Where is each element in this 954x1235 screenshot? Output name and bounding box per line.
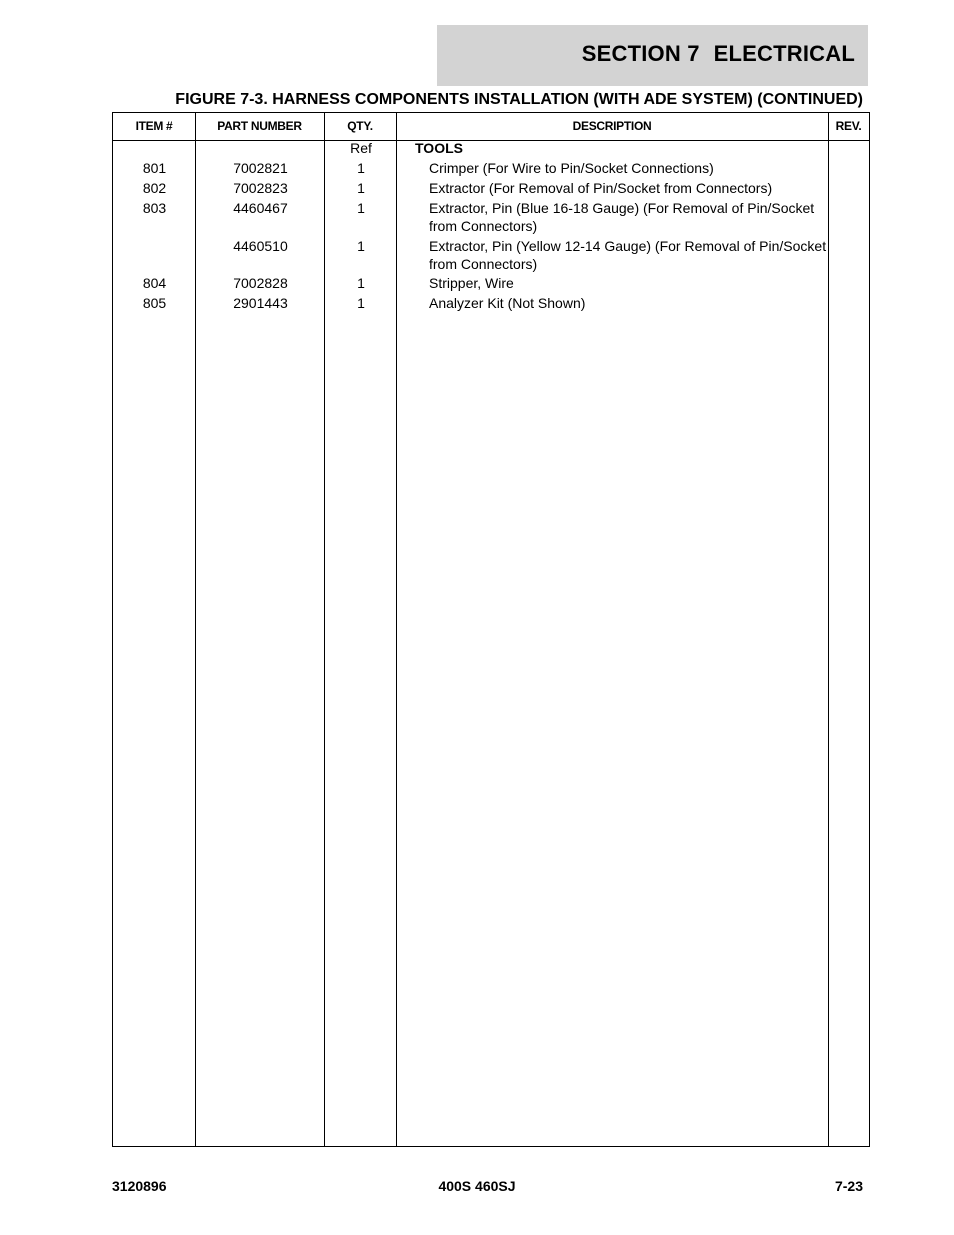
- section-number: SECTION 7: [581, 41, 700, 66]
- part-number-cell: 7002821: [233, 160, 288, 176]
- part-number-cell: 7002828: [233, 275, 288, 291]
- page-number: 7-23: [834, 1178, 863, 1194]
- description-cell: Extractor (For Removal of Pin/Socket from Connectors): [429, 180, 773, 196]
- item-cell: 801: [142, 160, 167, 176]
- model-number: 400S 460SJ: [438, 1178, 516, 1194]
- qty-cell: Ref: [350, 140, 372, 156]
- qty-cell: 1: [357, 295, 365, 311]
- figure-title: FIGURE 7-3. HARNESS COMPONENTS INSTALLATION (WITH ADE SYSTEM) (CONTINUED): [175, 91, 863, 108]
- qty-cell: 1: [357, 238, 365, 254]
- section-banner: [437, 25, 868, 86]
- section-name: ELECTRICAL: [713, 41, 855, 66]
- item-cell: 804: [142, 275, 167, 291]
- part-number-cell: 4460467: [233, 200, 288, 216]
- column-header-rev: REV.: [835, 119, 862, 133]
- column-divider: [396, 113, 397, 1146]
- description-cell: Stripper, Wire: [429, 275, 514, 291]
- description-cell: Extractor, Pin (Yellow 12-14 Gauge) (For Removal of Pin/Socket from Connectors): [429, 238, 827, 272]
- column-divider: [195, 113, 196, 1146]
- description-cell: Analyzer Kit (Not Shown): [429, 295, 586, 311]
- description-cell: TOOLS: [415, 140, 463, 156]
- part-number-cell: 7002823: [233, 180, 288, 196]
- part-number-cell: 4460510: [233, 238, 288, 254]
- qty-cell: 1: [357, 200, 365, 216]
- column-header-qty: QTY.: [347, 119, 373, 133]
- document-number: 3120896: [112, 1178, 167, 1194]
- column-header-description: DESCRIPTION: [572, 119, 652, 133]
- part-number-cell: 2901443: [233, 295, 288, 311]
- column-header-item: ITEM #: [135, 119, 173, 133]
- item-cell: 802: [142, 180, 167, 196]
- description-cell: Extractor, Pin (Blue 16-18 Gauge) (For Removal of Pin/Socket from Connectors): [429, 200, 815, 234]
- qty-cell: 1: [357, 160, 365, 176]
- qty-cell: 1: [357, 275, 365, 291]
- description-cell: Crimper (For Wire to Pin/Socket Connections): [429, 160, 714, 176]
- parts-table: [112, 112, 870, 1147]
- item-cell: 805: [142, 295, 167, 311]
- section-title: [582, 41, 855, 67]
- column-divider: [828, 113, 829, 1146]
- column-divider: [324, 113, 325, 1146]
- qty-cell: 1: [357, 180, 365, 196]
- item-cell: 803: [142, 200, 167, 216]
- column-header-part-number: PART NUMBER: [217, 119, 302, 133]
